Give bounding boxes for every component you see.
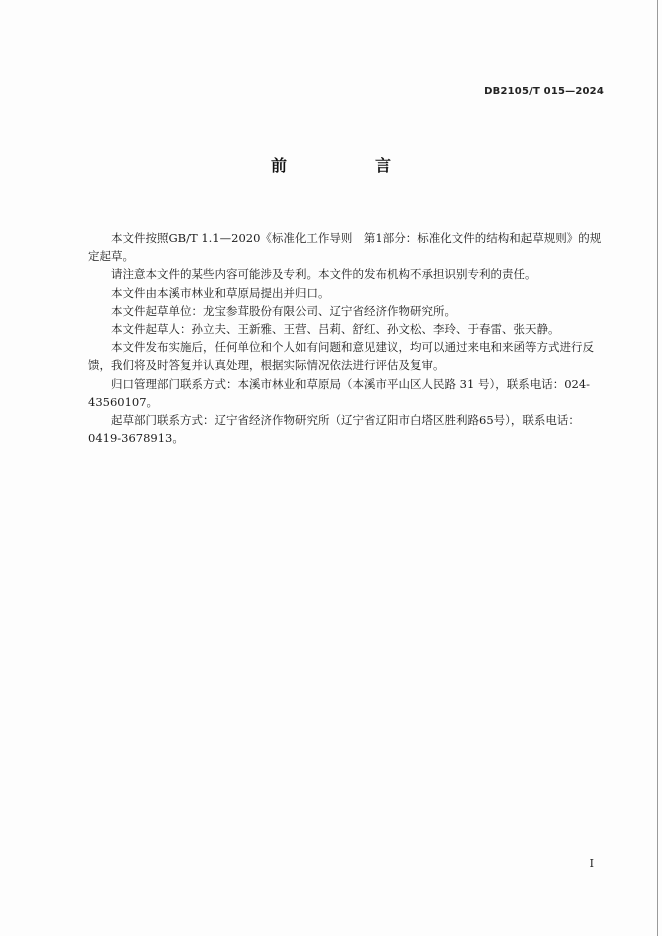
paragraph-drafters: 本文件起草人：孙立夫、王新雅、王营、吕莉、舒红、孙文松、李玲、于春雷、张天静。 [111,322,560,337]
document-code: DB2105/T 015—2024 [484,86,604,97]
page-edge-line [657,0,658,936]
paragraph-feedback: 本文件发布实施后，任何单位和个人如有问题和意见建议，均可以通过来电和来函等方式进行反馈，我们将及时答复并认真处理，根据实际情况依法进行评估及复审。 [88,340,594,373]
paragraph-proposer: 本文件由本溪市林业和草原局提出并归口。 [111,285,330,300]
paragraph-management-contact: 归口管理部门联系方式：本溪市林业和草原局（本溪市平山区人民路 31 号），联系电话：024-43560107。 [88,376,591,409]
paragraph-drafting-contact: 起草部门联系方式：辽宁省经济作物研究所（辽宁省辽阳市白塔区胜利路65号），联系电话：0419-3678913。 [88,413,580,446]
section-title: 前 言 [270,156,427,175]
paragraph-drafting-units: 本文件起草单位：龙宝参茸股份有限公司、辽宁省经济作物研究所。 [111,303,456,318]
foreword-body [88,229,606,447]
paragraph-drafting-basis: 本文件按照GB/T 1.1—2020《标准化工作导则 第1部分：标准化文件的结构和起草规则》的规定起草。 [88,231,602,264]
paragraph-patent-notice: 请注意本文件的某些内容可能涉及专利。本文件的发布机构不承担识别专利的责任。 [111,267,537,282]
page-number: I [589,857,594,870]
